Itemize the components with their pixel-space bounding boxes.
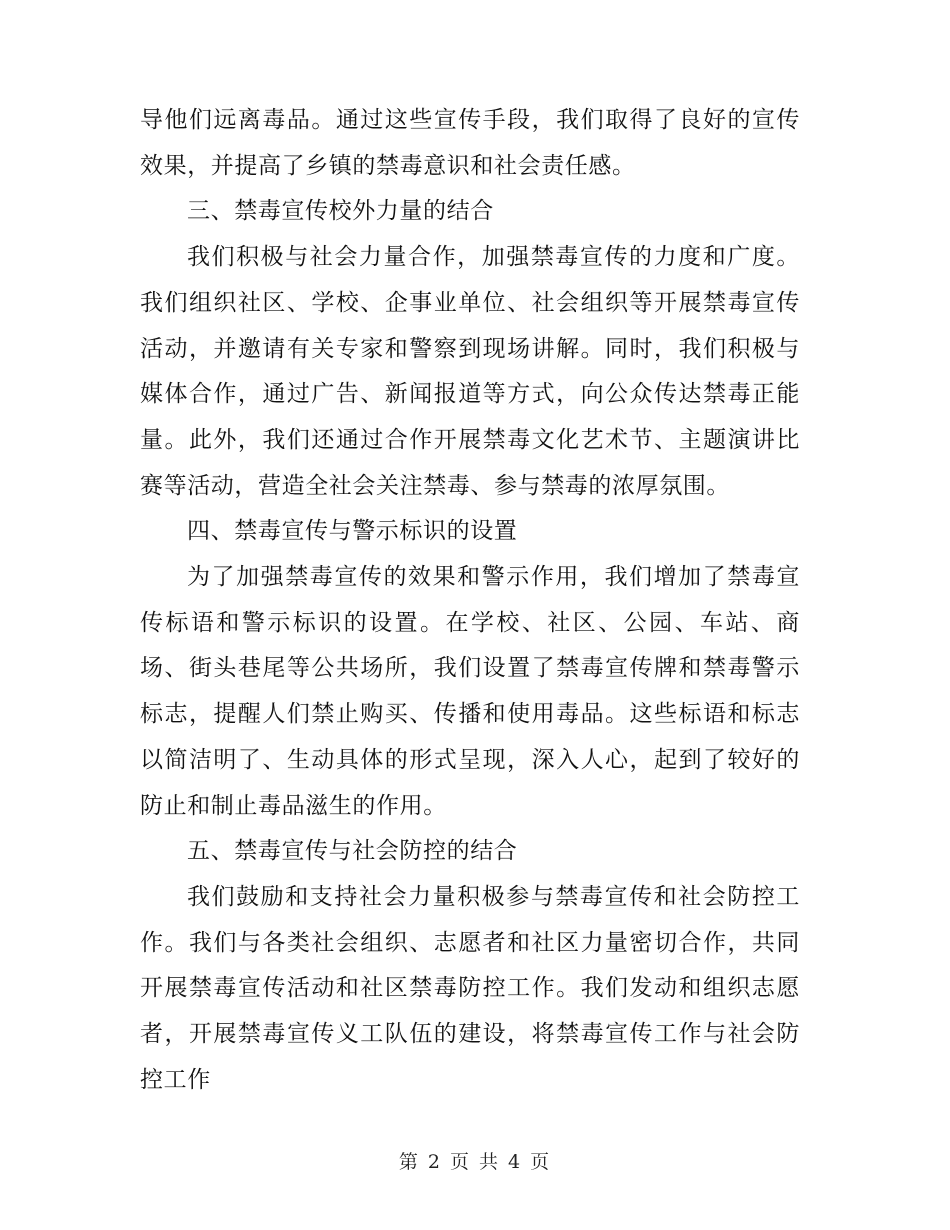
section-heading-4: 四、禁毒宣传与警示标识的设置 xyxy=(187,518,518,545)
paragraph-section-4: 为了加强禁毒宣传的效果和警示作用，我们增加了禁毒宣传标语和警示标识的设置。在学校、社区、公园、车站、商场、街头巷尾等公共场所，我们设置了禁毒宣传牌和禁毒警示标志，提醒人们禁止购买、传播和使用毒品。这些标语和标志以简洁明了、生动具体的形式呈现，深入人心，起到了较好的防止和制止毒品滋生的作用。 xyxy=(140,564,800,819)
paragraph-section-5: 我们鼓励和支持社会力量积极参与禁毒宣传和社会防控工作。我们与各类社会组织、志愿者和社区力量密切合作，共同开展禁毒宣传活动和社区禁毒防控工作。我们发动和组织志愿者，开展禁毒宣传义工队伍的建设，将禁毒宣传工作与社会防控工作 xyxy=(140,883,800,1093)
section-heading-3: 三、禁毒宣传校外力量的结合 xyxy=(187,198,494,225)
section-heading-5: 五、禁毒宣传与社会防控的结合 xyxy=(187,838,518,865)
document-body xyxy=(140,98,800,1103)
paragraph-section-3: 我们积极与社会力量合作，加强禁毒宣传的力度和广度。我们组织社区、学校、企事业单位、社会组织等开展禁毒宣传活动，并邀请有关专家和警察到现场讲解。同时，我们积极与媒体合作，通过广告、新闻报道等方式，向公众传达禁毒正能量。此外，我们还通过合作开展禁毒文化艺术节、主题演讲比赛等活动，营造全社会关注禁毒、参与禁毒的浓厚氛围。 xyxy=(140,244,800,499)
paragraph-continuation: 导他们远离毒品。通过这些宣传手段，我们取得了良好的宣传效果，并提高了乡镇的禁毒意识和社会责任感。 xyxy=(140,107,800,179)
page-number-footer: 第 2 页 共 4 页 xyxy=(398,1151,552,1173)
